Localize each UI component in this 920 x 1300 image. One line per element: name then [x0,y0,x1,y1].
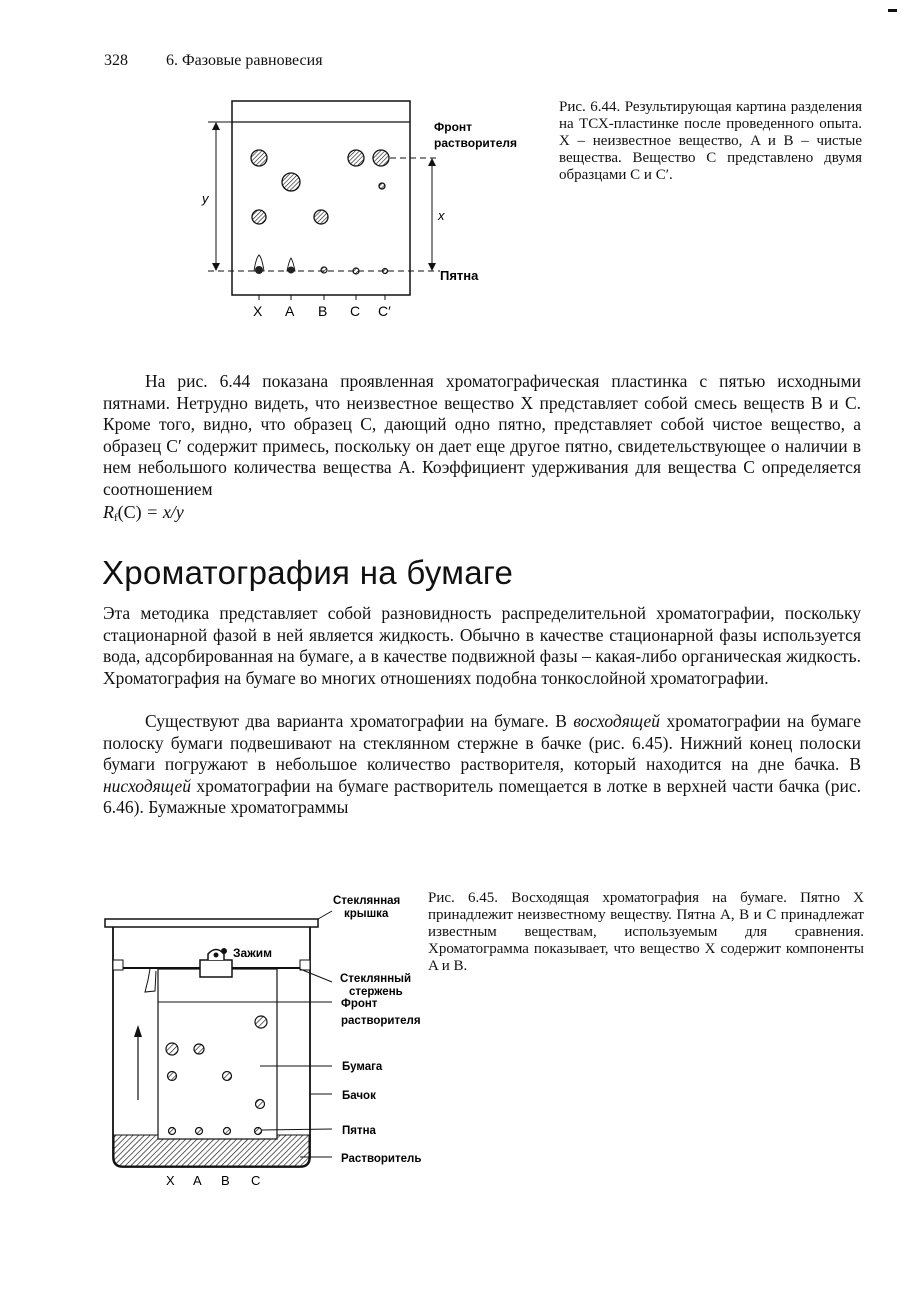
paragraph-1-text: На рис. 6.44 показана проявленная хроматографическая пластинка с пятью исходными пятнами. Нетрудно видеть, что неизвестное вещество X представляет собой смесь веществ B и C. Кроме того, видно, что образец C, дающий одно пятно, представляет собой чистое вещество, а образец C′ содержит примесь, поскольку он дает еще другое пятно, свидетельствующее о наличии в нем небольшого количества вещества A. Коэффициент удерживания для вещества C определяется соотношением [103,371,861,499]
lane-x: X [166,1173,175,1188]
label-clamp: Зажим [233,946,272,960]
x-label: x [438,208,445,223]
rf-formula [103,502,184,524]
term-descending: нисходящей [103,775,191,796]
formula-subscript: f [114,512,118,524]
page-number: 328 [104,52,128,69]
lane-c-prime: C′ [378,303,391,319]
label-front-2: растворителя [341,1015,421,1027]
running-head [104,52,323,70]
formula-arg: (C) [117,502,142,522]
label-glass-lid-1: Стеклянная [333,895,401,907]
label-glass-lid-2: крышка [344,908,389,920]
section-heading: Хроматография на бумаге [102,554,514,591]
front-label-1: Фронт [434,120,473,134]
lane-c: C [350,303,361,319]
formula-symbol: R [103,502,114,522]
lane-a: A [285,303,295,319]
front-label-2: растворителя [434,136,517,150]
paragraph-3 [103,711,861,819]
lane-c: C [251,1173,261,1188]
label-front-1: Фронт [341,998,378,1010]
lane-b: B [318,303,328,319]
label-paper: Бумага [342,1061,383,1073]
chapter-title: 6. Фазовые равновесия [166,52,323,69]
label-solvent: Растворитель [341,1153,422,1165]
paragraph-2-text: Эта методика представляет собой разновидность распределительной хроматографии, поскольку стационарной фазой в ней является жидкость. Обычно в качестве стационарной фазы используется вода, адсорбированная на бумаге, а в качестве подвижной фазы – какая-либо органическая жидкость. Хроматография на бумаге во многих отношениях подобна тонкослойной хроматографии. [103,603,861,688]
paragraph-1 [103,371,861,500]
scan-corner-mark [888,9,897,12]
figure-6-44-tlc-plate [190,95,540,330]
paragraph-2 [103,603,861,689]
y-label: y [202,191,209,206]
formula-rhs: = x/y [141,502,184,522]
figure-6-45-caption: Рис. 6.45. Восходящая хроматография на бумаге. Пятно X принадлежит неизвестному веществу. Пятна A, B и C принадлежат известным веществам, используемым для сравнения. Хроматограмма показывает, что вещество X содержит компоненты A и B. [428,890,864,974]
figure-6-45-tank [100,885,445,1190]
term-ascending: восходящей [573,711,661,731]
lane-x: X [253,303,263,319]
figure-6-44-caption: Рис. 6.44. Результирующая картина разделения на ТСХ-пластинке после проведенного опыта. X – неизвестное вещество, A и B – чистые вещества. Вещество C представлено двумя образцами C и C′. [559,99,862,183]
label-tank: Бачок [342,1090,376,1102]
lane-b: B [221,1173,230,1188]
lane-a: A [193,1173,202,1188]
label-glass-rod-2: стержень [349,986,403,998]
paragraph-3-text: Существуют два варианта хроматографии на бумаге. В восходящей хроматографии на бумаге полоску бумаги подвешивают на стеклянном стержне в бачке (рис. 6.45). Нижний конец полоски бумаги погружают в небольшое количество растворителя, который находится на дне бачка. В нисходящей хроматографии на бумаге растворитель помещается в лотке в верхней части бачка (рис. 6.46). Бумажные хроматограммы [103,711,861,817]
spots-label: Пятна [440,268,479,283]
label-glass-rod-1: Стеклянный [340,973,412,985]
label-spots: Пятна [342,1125,376,1137]
